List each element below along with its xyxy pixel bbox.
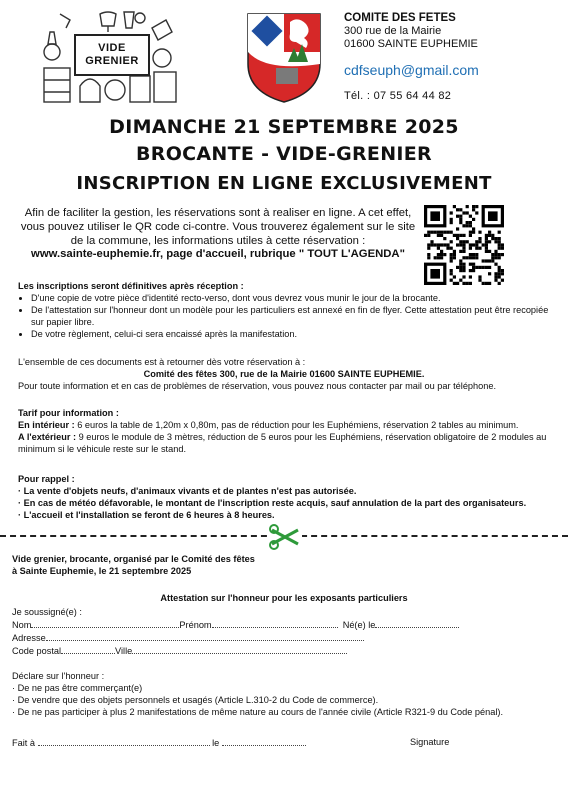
qr-module	[450, 253, 453, 256]
qr-module	[443, 237, 446, 240]
outdoor-text: 9 euros le module de 3 mètres, réduction de 5 euros pour les Euphémiens, réservation obligatoire de 2 modules au minimum si le véhicule reste sur le stand.	[18, 432, 547, 454]
list-item: • De l'attestation sur l'honneur dont un modèle pour les particuliers est annexé en fin de flyer. Cette attestation peut être recopiée sur papier libre.	[31, 304, 550, 328]
indoor-text: 6 euros la table de 1,20m x 0,80m, pas de réduction pour les Euphémiens, réservation 2 tables au minimum.	[74, 420, 519, 430]
qr-module	[450, 218, 453, 221]
nom-label: Nom	[12, 620, 32, 630]
qr-module	[450, 231, 453, 234]
qr-code[interactable]	[424, 205, 504, 285]
qr-module	[430, 231, 433, 234]
organizer-address-1: 300 rue de la Mairie	[344, 25, 442, 37]
qr-module	[443, 253, 446, 256]
pricing-outdoor	[18, 431, 550, 455]
qr-module	[443, 243, 446, 246]
website-reference[interactable]: www.sainte-euphemie.fr, page d'accueil, rubrique " TOUT L'AGENDA"	[31, 248, 405, 261]
qr-module	[462, 263, 465, 266]
return-intro: L'ensemble de ces documents est à retourner dès votre réservation à :	[18, 357, 306, 367]
qr-module	[440, 253, 443, 256]
organizer-contact	[344, 12, 478, 51]
qr-module	[472, 231, 475, 234]
qr-module	[456, 215, 459, 218]
qr-module	[494, 275, 497, 278]
qr-module	[456, 243, 459, 246]
qr-finder-module	[488, 211, 498, 221]
ville-label: Ville	[115, 646, 133, 656]
qr-module	[462, 256, 465, 259]
commune-crest	[246, 12, 322, 104]
signature-label: Signature	[410, 737, 450, 747]
qr-module	[437, 243, 440, 246]
qr-module	[446, 247, 449, 250]
qr-module	[475, 266, 478, 269]
vide-grenier-logo	[40, 8, 180, 106]
qr-module	[456, 208, 459, 211]
scissors-icon	[268, 524, 302, 550]
organizer-address-2: 01600 SAINTE EUPHEMIE	[344, 38, 478, 50]
qr-module	[459, 240, 462, 243]
event-name-title: BROCANTE - VIDE-GRENIER	[136, 143, 432, 165]
qr-module	[494, 250, 497, 253]
qr-module	[462, 211, 465, 214]
qr-module	[427, 231, 430, 234]
qr-module	[472, 243, 475, 246]
qr-module	[472, 208, 475, 211]
attestation-title: Attestation sur l'honneur pour les exposants particuliers	[160, 593, 408, 603]
reminder-item: · En cas de météo défavorable, le montant de l'inscription reste acquis, sauf annulation de la part des organisateurs.	[18, 498, 527, 508]
qr-module	[472, 269, 475, 272]
return-contact: Pour toute information et en cas de problèmes de réservation, vous pouvez nous contacter par mail ou par téléphone.	[18, 381, 497, 391]
qr-module	[456, 266, 459, 269]
qr-module	[427, 247, 430, 250]
qr-module	[450, 240, 453, 243]
qr-module	[434, 243, 437, 246]
qr-module	[475, 243, 478, 246]
qr-module	[459, 259, 462, 262]
qr-module	[469, 234, 472, 237]
qr-module	[491, 256, 494, 259]
qr-module	[459, 250, 462, 253]
qr-module	[494, 240, 497, 243]
date-field[interactable]	[222, 736, 306, 746]
qr-module	[453, 205, 456, 208]
requirements-heading: Les inscriptions seront définitives après réception :	[18, 281, 244, 291]
qr-module	[466, 240, 469, 243]
nom-field[interactable]	[31, 618, 179, 628]
qr-module	[469, 231, 472, 234]
qr-module	[466, 211, 469, 214]
qr-module	[453, 250, 456, 253]
qr-module	[485, 243, 488, 246]
qr-module	[437, 231, 440, 234]
qr-module	[478, 247, 481, 250]
qr-module	[462, 243, 465, 246]
qr-module	[440, 234, 443, 237]
qr-module	[469, 256, 472, 259]
qr-module	[430, 240, 433, 243]
qr-module	[469, 247, 472, 250]
qr-module	[491, 234, 494, 237]
event-date-title: DIMANCHE 21 SEPTEMBRE 2025	[109, 116, 459, 138]
birthdate-field[interactable]	[375, 618, 459, 628]
qr-module	[475, 205, 478, 208]
intro-paragraph	[18, 207, 418, 262]
qr-module	[482, 266, 485, 269]
qr-module	[443, 231, 446, 234]
qr-module	[427, 253, 430, 256]
pricing-heading: Tarif pour information :	[18, 408, 119, 418]
declaration-item: · De ne pas être commerçant(e)	[12, 683, 143, 693]
qr-module	[498, 237, 501, 240]
organizer-phone: Tél. : 07 55 64 44 82	[344, 90, 452, 102]
qr-module	[440, 243, 443, 246]
reminder-section	[18, 473, 550, 521]
qr-module	[498, 272, 501, 275]
qr-module	[469, 215, 472, 218]
qr-module	[462, 269, 465, 272]
qr-module	[462, 250, 465, 253]
qr-module	[466, 221, 469, 224]
qr-module	[469, 275, 472, 278]
qr-module	[469, 269, 472, 272]
qr-finder-module	[430, 269, 440, 279]
qr-module	[427, 243, 430, 246]
qr-module	[498, 275, 501, 278]
qr-module	[434, 256, 437, 259]
qr-module	[456, 234, 459, 237]
qr-module	[498, 269, 501, 272]
qr-module	[456, 237, 459, 240]
qr-module	[453, 253, 456, 256]
vide-grenier-badge	[74, 34, 150, 76]
qr-module	[450, 272, 453, 275]
organizer-email[interactable]: cdfseuph@gmail.com	[344, 62, 479, 78]
pricing-section	[18, 407, 550, 455]
registration-title: INSCRIPTION EN LIGNE EXCLUSIVEMENT	[76, 173, 492, 194]
qr-module	[472, 218, 475, 221]
qr-module	[501, 269, 504, 272]
qr-module	[488, 234, 491, 237]
undersigned-label: Je soussigné(e) :	[12, 607, 82, 617]
qr-module	[498, 240, 501, 243]
qr-module	[498, 256, 501, 259]
qr-module	[469, 221, 472, 224]
qr-module	[488, 250, 491, 253]
qr-module	[462, 266, 465, 269]
qr-module	[494, 256, 497, 259]
prenom-label: Prénom	[179, 620, 212, 630]
qr-module	[485, 240, 488, 243]
qr-module	[462, 224, 465, 227]
qr-module	[450, 247, 453, 250]
qr-module	[491, 253, 494, 256]
declare-label: Déclare sur l'honneur :	[12, 671, 105, 681]
qr-module	[482, 259, 485, 262]
qr-module	[459, 221, 462, 224]
qr-module	[424, 234, 427, 237]
reminder-heading: Pour rappel :	[18, 474, 75, 484]
adresse-label: Adresse	[12, 633, 46, 643]
pricing-indoor	[18, 419, 550, 431]
qr-module	[440, 256, 443, 259]
qr-code-icon	[424, 205, 504, 285]
qr-module	[453, 256, 456, 259]
city-row	[12, 644, 552, 657]
qr-module	[450, 211, 453, 214]
qr-module	[475, 247, 478, 250]
qr-module	[478, 266, 481, 269]
qr-module	[459, 266, 462, 269]
qr-module	[478, 231, 481, 234]
return-section	[18, 356, 550, 392]
qr-module	[450, 221, 453, 224]
qr-module	[488, 231, 491, 234]
declaration-item: · De vendre que des objets personnels et usagés (Article L.310-2 du Code de commerce).	[12, 695, 379, 705]
outdoor-label: A l'extérieur :	[18, 432, 77, 442]
qr-module	[501, 253, 504, 256]
prenom-field[interactable]	[212, 618, 338, 628]
crest-shield-icon	[246, 12, 322, 104]
qr-module	[488, 272, 491, 275]
qr-module	[494, 263, 497, 266]
qr-module	[491, 259, 494, 262]
qr-module	[485, 247, 488, 250]
qr-module	[472, 227, 475, 230]
qr-module	[494, 272, 497, 275]
ville-field[interactable]	[132, 644, 347, 654]
qr-module	[459, 269, 462, 272]
qr-module	[478, 275, 481, 278]
qr-module	[475, 211, 478, 214]
qr-module	[501, 272, 504, 275]
qr-module	[459, 208, 462, 211]
qr-module	[456, 227, 459, 230]
qr-module	[437, 234, 440, 237]
qr-module	[469, 263, 472, 266]
form-event-line-1: Vide grenier, brocante, organisé par le Comité des fêtes	[12, 554, 255, 564]
qr-module	[459, 218, 462, 221]
fait-a-field[interactable]	[38, 736, 210, 746]
qr-module	[472, 263, 475, 266]
qr-module	[469, 243, 472, 246]
qr-module	[488, 240, 491, 243]
qr-module	[478, 237, 481, 240]
qr-module	[469, 224, 472, 227]
qr-module	[472, 256, 475, 259]
qr-module	[491, 237, 494, 240]
qr-module	[427, 234, 430, 237]
postal-code-field[interactable]	[61, 644, 115, 654]
declaration-item: · De ne pas participer à plus 2 manifestations de même nature au cours de l'année civile (Article R321-9 du Code pénal).	[12, 707, 503, 717]
date-label: le	[212, 738, 220, 748]
list-item: • De votre règlement, celui-ci sera encaissé après la manifestation.	[31, 328, 550, 340]
fait-a-label: Fait à	[12, 738, 35, 748]
qr-module	[459, 263, 462, 266]
qr-module	[440, 250, 443, 253]
name-row	[12, 618, 552, 631]
qr-module	[482, 243, 485, 246]
qr-module	[453, 234, 456, 237]
qr-module	[440, 231, 443, 234]
qr-module	[462, 240, 465, 243]
logo-text-vide: VIDE	[98, 42, 126, 54]
postal-code-label: Code postal	[12, 646, 62, 656]
signature-row	[12, 736, 552, 749]
return-address: Comité des fêtes 300, rue de la Mairie 01600 SAINTE EUPHEMIE.	[143, 369, 425, 379]
indoor-label: En intérieur :	[18, 420, 75, 430]
intro-text: Afin de faciliter la gestion, les réservations sont à realiser en ligne. A cet effet, vous pouvez utiliser le QR code ci-contre. Vous trouverez également sur le site de la commune, les informations utiles à cette réservation :	[20, 207, 416, 247]
requirements-section	[18, 280, 550, 340]
qr-module	[475, 253, 478, 256]
qr-module	[459, 234, 462, 237]
qr-module	[485, 237, 488, 240]
qr-module	[494, 253, 497, 256]
birthdate-label: Né(e) le	[342, 620, 376, 630]
qr-module	[466, 256, 469, 259]
qr-module	[501, 243, 504, 246]
address-row	[12, 631, 552, 644]
qr-module	[498, 243, 501, 246]
qr-module	[453, 275, 456, 278]
organizer-name: COMITE DES FETES	[344, 12, 456, 24]
qr-module	[485, 250, 488, 253]
reminder-item: · La vente d'objets neufs, d'animaux vivants et de plantes n'est pas autorisée.	[18, 486, 357, 496]
qr-module	[466, 224, 469, 227]
qr-module	[434, 231, 437, 234]
declaration-section	[12, 670, 557, 718]
logo-text-grenier: GRENIER	[85, 55, 139, 67]
qr-module	[462, 275, 465, 278]
qr-module	[437, 256, 440, 259]
qr-module	[488, 259, 491, 262]
requirements-list	[18, 292, 550, 340]
attestation-event-info	[12, 553, 552, 577]
qr-module	[446, 231, 449, 234]
qr-module	[462, 247, 465, 250]
qr-module	[466, 205, 469, 208]
attestation-identity	[12, 606, 552, 657]
list-item: • D'une copie de votre pièce d'identité recto-verso, dont vous devrez vous munir le jour de la brocante.	[31, 292, 550, 304]
qr-module	[485, 259, 488, 262]
qr-module	[472, 266, 475, 269]
qr-module	[485, 266, 488, 269]
qr-module	[475, 256, 478, 259]
qr-module	[485, 234, 488, 237]
qr-module	[459, 243, 462, 246]
qr-module	[472, 253, 475, 256]
qr-module	[430, 243, 433, 246]
qr-module	[450, 259, 453, 262]
qr-module	[427, 256, 430, 259]
qr-module	[462, 234, 465, 237]
qr-module	[469, 253, 472, 256]
qr-module	[498, 247, 501, 250]
qr-module	[501, 247, 504, 250]
qr-finder-module	[430, 211, 440, 221]
adresse-field[interactable]	[46, 631, 364, 641]
qr-module	[472, 205, 475, 208]
qr-module	[450, 269, 453, 272]
qr-module	[498, 266, 501, 269]
qr-module	[498, 231, 501, 234]
qr-module	[446, 243, 449, 246]
qr-module	[498, 253, 501, 256]
qr-module	[475, 240, 478, 243]
reminder-item: · L'accueil et l'installation se feront de 6 heures à 8 heures.	[18, 510, 275, 520]
qr-module	[459, 215, 462, 218]
qr-module	[478, 240, 481, 243]
qr-module	[437, 253, 440, 256]
qr-module	[488, 266, 491, 269]
qr-module	[437, 247, 440, 250]
qr-module	[450, 256, 453, 259]
qr-module	[494, 237, 497, 240]
form-event-line-2: à Sainte Euphemie, le 21 septembre 2025	[12, 566, 192, 576]
